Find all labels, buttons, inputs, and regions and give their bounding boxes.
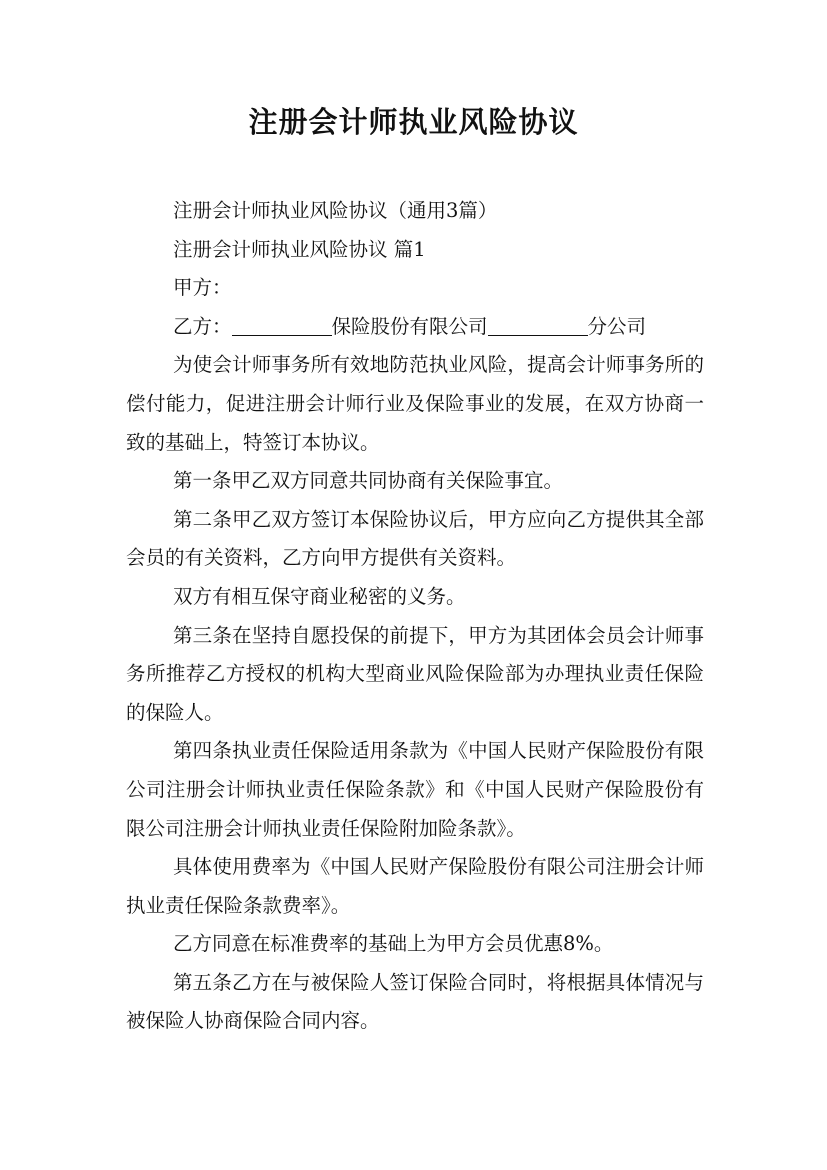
party-b-label: 乙方： [173, 314, 232, 338]
party-b-company: 保险股份有限公司 [331, 314, 488, 338]
article-5-paragraph: 第五条乙方在与被保险人签订保险合同时，将根据具体情况与被保险人协商保险合同内容。 [126, 970, 704, 1033]
section-heading: 注册会计师执业风险协议 篇1 [173, 237, 426, 261]
subtitle-paragraph: 注册会计师执业风险协议（通用3篇） [173, 199, 498, 222]
discount-paragraph: 乙方同意在标准费率的基础上为甲方会员优惠8%。 [173, 932, 614, 956]
blank-line [232, 334, 332, 336]
preamble-paragraph: 为使会计师事务所有效地防范执业风险，提高会计师事务所的偿付能力，促进注册会计师行业及保险事业的发展，在双方协商一致的基础上，特签订本协议。 [126, 353, 704, 454]
rate-paragraph: 具体使用费率为《中国人民财产保险股份有限公司注册会计师执业责任保险条款费率》。 [126, 855, 704, 917]
document-title: 注册会计师执业风险协议 [248, 105, 579, 139]
party-b-line [126, 308, 704, 347]
article-3-paragraph: 第三条在坚持自愿投保的前提下，甲方为其团体会员会计师事务所推荐乙方授权的机构大型商业风险保险部为办理执业责任保险的保险人。 [126, 623, 704, 724]
article-4-paragraph: 第四条执业责任保险适用条款为《中国人民财产保险股份有限公司注册会计师执业责任保险条款》和《中国人民财产保险股份有限公司注册会计师执业责任保险附加险条款》。 [126, 739, 704, 840]
party-a-line: 甲方： [173, 276, 232, 300]
blank-line [488, 334, 588, 336]
party-b-suffix: 分公司 [587, 314, 647, 338]
article-1-paragraph: 第一条甲乙双方同意共同协商有关保险事宜。 [173, 469, 564, 493]
article-2-paragraph: 第二条甲乙双方签订本保险协议后，甲方应向乙方提供其全部会员的有关资料，乙方向甲方提供有关资料。 [126, 507, 704, 570]
confidentiality-paragraph: 双方有相互保守商业秘密的义务。 [173, 584, 466, 608]
document-body [126, 192, 704, 1041]
